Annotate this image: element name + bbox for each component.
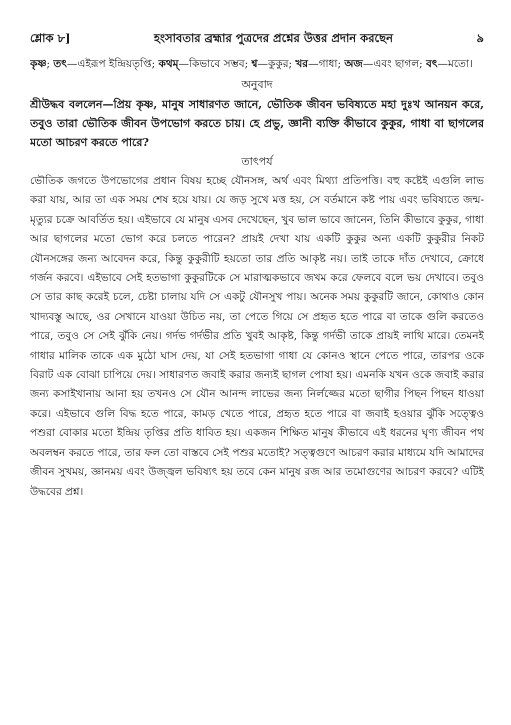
synonym-entry: কথম্—কিভাবে সম্ভব; — [158, 58, 252, 70]
synonym-entry: বৎ—মতো। — [426, 58, 473, 70]
synonym-entry: অজ—এবং ছাগল; — [344, 58, 427, 70]
synonym-sep: ; — [288, 58, 296, 70]
book-page — [30, 30, 484, 700]
translation-text: শ্রীউদ্ধব বললেন—প্রিয় কৃষ্ণ, মানুষ সাধারণত জানে, ভৌতিক জীবন ভবিষ্যতে মহা দুঃখ আনয়ন করে, তবুও তারা ভৌতিক জীবন উপভোগ করতে চায়। হে প্রভু, জ্ঞানী ব্যক্তি কীভাবে কুকুর, গাধা বা ছাগলের মতো আচরণ করতে পারে? — [30, 98, 484, 149]
synonym-sep: ; — [419, 58, 427, 70]
running-header — [30, 30, 484, 46]
synonym-meaning: এইরূপ ইন্দ্রিয়তৃপ্তি — [77, 58, 152, 70]
synonym-sep: ; — [151, 58, 159, 70]
synonym-sep: ; — [244, 58, 252, 70]
purport-text: ভৌতিক জগতে উপভোগের প্রধান বিষয় হচ্ছে যৌনসঙ্গ, অর্থ এবং মিথ্যা প্রতিপত্তি। বহু কষ্টেই এগুলি লাভ করা যায়, আর তা এক সময় শেষ হয়ে যায়। যে জড় সুখে মত্ত হয়, সে বর্তমানে কষ্ট পায় এবং ভবিষ্যতে জন্ম-মৃত্যুর চক্রে আবর্তিত হয়। এইভাবে যে মানুষ এসব দেখেছেন, খুব ভাল ভাবে জানেন, তিনি কীভাবে কুকুর, গাধা আর ছাগলের মতো ভোগ করে চলতে পারেন? প্রায়ই দেখা যায় একটি কুকুর অন্য একটি কুকুরীর নিকট যৌনসঙ্গের জন্য আবেদন করে, কিন্তু কুকুরীটি হয়তো তার প্রতি আকৃষ্ট নয়। তাই তাকে দাঁত দেখাবে, ক্রোধে গর্জন করবে। এইভাবে সেই হতভাগা কুকুরটিকে সে মারাত্মকভাবে জখম করে ফেলবে বলে ভয় দেখাবে। তবুও সে তার কাছ করেই চলে, চেষ্টা চালায় যদি সে একটু যৌনসুখ পায়। অনেক সময় কুকুরটি জানে, কোথাও কোন খাদ্যবস্তু আছে, ওর সেখানে যাওয়া উচিত নয়, তা পেতে গিয়ে সে প্রহৃত হতে পারে বা তাকে গুলি করতেও পারে, তবুও সে সেই ঝুঁকি নেয়। গর্দভ গর্দভীর প্রতি খুবই আকৃষ্ট, কিন্তু গর্দভী তাকে প্রায়ই লাথি মারে। তেমনই গাধার মালিক তাকে এক মুঠো ঘাস দেয়, যা সেই হতভাগা গাধা যে কোনও স্থানে পেতে পারে, তারপর ওকে বিরাট এক বোঝা চাপিয়ে দেয়। সাধারণত জবাই করার জন্যই ছাগল পোষা হয়। এমনকি যখন ওকে জবাই করার জন্য কসাইখানায় আনা হয় তখনও সে যৌন আনন্দ লাভের জন্য নির্লজ্জের মতো ছাগীর পিছন পিছন ধাওয়া করে। এইভাবে গুলি বিদ্ধ হতে পারে, কামড় খেতে পারে, প্রহৃত হতে পারে বা জবাই হওয়ার ঝুঁকি সত্ত্বেও পশুরা বোকার মতো ইন্দ্রিয় তৃপ্তির প্রতি ধাবিত হয়। একজন শিক্ষিত মানুষ কীভাবে এই ধরনের ঘৃণ্য জীবন পথ অবলম্বন করতে পারে, তার ফল তো বাস্তবে সেই পশুর মতোই? সত্ত্বগুণে আচরণ করার মাধ্যমে যদি আমাদের জীবন সুখময়, জ্ঞানময় এবং উজ্জ্বল ভবিষ্যৎ হয় তবে কেন মানুষ রজ আর তমোগুণের আচরণ করবে? এটিই উদ্ধবের প্রশ্ন। — [30, 175, 484, 498]
page-number: ৯ — [476, 31, 484, 45]
synonym-meaning: কিভাবে সম্ভব — [188, 58, 245, 70]
synonym-word: বৎ — [426, 58, 438, 70]
synonym-word: শ্ব — [251, 58, 258, 70]
translation-heading: অনুবাদ — [241, 78, 273, 91]
synonym-entry: শ্ব—কুকুর; — [251, 58, 296, 70]
synonym-word: অজ — [344, 58, 363, 70]
synonym-meaning: মতো। — [448, 58, 473, 70]
synonym-word: কৃষ্ণ — [30, 58, 47, 70]
synonym-meaning: গাধা — [318, 58, 338, 70]
synonym-sep: ; — [337, 58, 345, 70]
synonym-word: খর — [295, 58, 309, 70]
synonym-entry — [30, 58, 53, 70]
synonym-sep: ; — [46, 58, 54, 70]
synonym-entry: খর—গাধা; — [295, 58, 345, 70]
purport-heading: তাৎপর্য — [241, 155, 273, 168]
synonym-meaning: কুকুর — [268, 58, 289, 70]
synonyms-block — [30, 56, 484, 73]
synonym-word: কথম্ — [158, 58, 179, 70]
verse-label: শ্লোক ৮] — [30, 31, 71, 45]
synonym-word: তৎ — [53, 58, 67, 70]
synonym-meaning: এবং ছাগল — [373, 58, 420, 70]
synonym-entry: তৎ—এইরূপ ইন্দ্রিয়তৃপ্তি; — [53, 58, 159, 70]
chapter-title: হংসাবতার ব্রহ্মার পুত্রদের প্রশ্নের উত্তর প্রদান করছেন — [154, 31, 393, 45]
